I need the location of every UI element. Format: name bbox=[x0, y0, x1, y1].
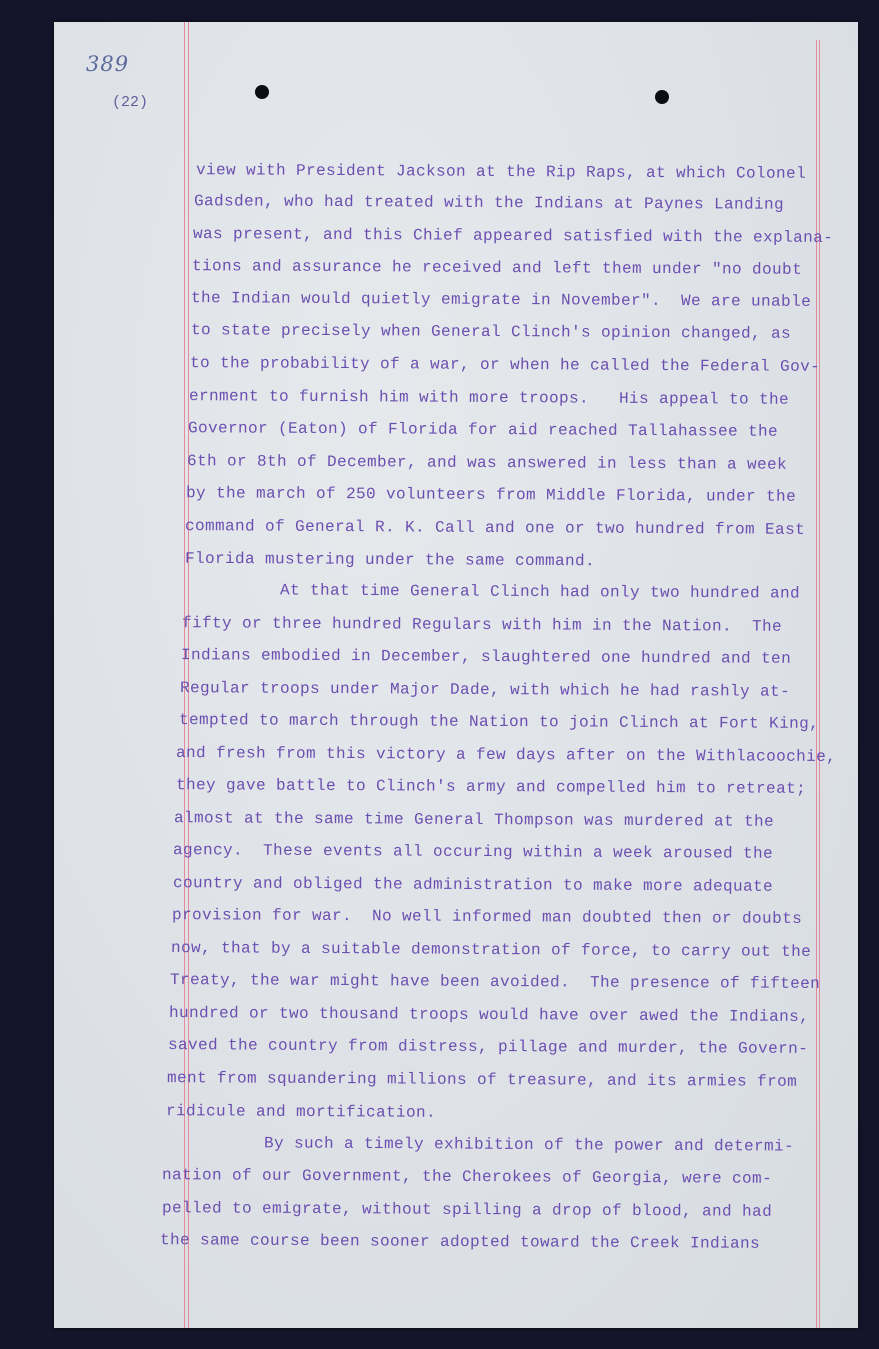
text-line: fifty or three hundred Regulars with him in the Nation. The bbox=[181, 614, 783, 636]
text-line: At that time General Clinch had only two hundred and bbox=[279, 581, 801, 603]
text-line: By such a timely exhibition of the power and determi- bbox=[263, 1134, 795, 1156]
text-line: Regular troops under Major Dade, with which he had rashly at- bbox=[179, 679, 791, 701]
text-line: tempted to march through the Nation to join Clinch at Fort King, bbox=[178, 711, 820, 733]
text-line: hundred or two thousand troops would have over awed the Indians, bbox=[168, 1004, 810, 1026]
text-line: by the march of 250 volunteers from Middle Florida, under the bbox=[185, 484, 797, 506]
text-line: was present, and this Chief appeared satisfied with the explana- bbox=[192, 225, 834, 247]
text-line: Governor (Eaton) of Florida for aid reached Tallahassee the bbox=[187, 419, 779, 441]
text-line: 6th or 8th of December, and was answered in less than a week bbox=[186, 452, 788, 474]
text-line: country and obliged the administration to make more adequate bbox=[172, 874, 774, 896]
text-line: ment from squandering millions of treasure, and its armies from bbox=[166, 1069, 798, 1091]
folio-number: 389 bbox=[86, 52, 130, 76]
text-line: to the probability of a war, or when he called the Federal Gov- bbox=[189, 354, 821, 376]
punch-hole-left bbox=[255, 85, 269, 99]
text-line: agency. These events all occuring within a week aroused the bbox=[172, 841, 774, 863]
text-line: nation of our Government, the Cherokees of Georgia, were com- bbox=[161, 1166, 773, 1188]
text-line: Florida mustering under the same command. bbox=[184, 549, 596, 571]
text-line: saved the country from distress, pillage and murder, the Govern- bbox=[167, 1036, 809, 1058]
text-line: the same course been sooner adopted toward the Creek Indians bbox=[159, 1231, 761, 1253]
text-line: ridicule and mortification. bbox=[165, 1102, 437, 1122]
text-line: now, that by a suitable demonstration of force, to carry out the bbox=[170, 939, 812, 961]
text-line: they gave battle to Clinch's army and compelled him to retreat; bbox=[175, 776, 807, 798]
punch-hole-right bbox=[655, 90, 669, 104]
text-line: pelled to emigrate, without spilling a drop of blood, and had bbox=[161, 1199, 773, 1221]
text-line: ernment to furnish him with more troops. His appeal to the bbox=[188, 387, 790, 409]
left-margin-rule bbox=[184, 22, 185, 1328]
document-page bbox=[54, 22, 858, 1328]
page-number: (22) bbox=[112, 94, 149, 111]
text-line: to state precisely when General Clinch's opinion changed, as bbox=[190, 321, 792, 343]
text-line: command of General R. K. Call and one or two hundred from East bbox=[184, 517, 806, 539]
left-margin-rule-inner bbox=[188, 22, 189, 1328]
text-line: tions and assurance he received and left them under "no doubt bbox=[191, 257, 803, 279]
text-line: almost at the same time General Thompson was murdered at the bbox=[173, 809, 775, 831]
text-line: view with President Jackson at the Rip Raps, at which Colonel bbox=[195, 161, 807, 183]
text-line: and fresh from this victory a few days after on the Withlacoochie, bbox=[175, 743, 837, 767]
text-line: the Indian would quietly emigrate in November". We are unable bbox=[190, 289, 812, 311]
text-line: Indians embodied in December, slaughtered one hundred and ten bbox=[180, 646, 792, 668]
text-line: Gadsden, who had treated with the Indians at Paynes Landing bbox=[193, 192, 785, 214]
text-line: Treaty, the war might have been avoided. The presence of fifteen bbox=[169, 971, 821, 993]
text-line: provision for war. No well informed man doubted then or doubts bbox=[171, 906, 803, 928]
